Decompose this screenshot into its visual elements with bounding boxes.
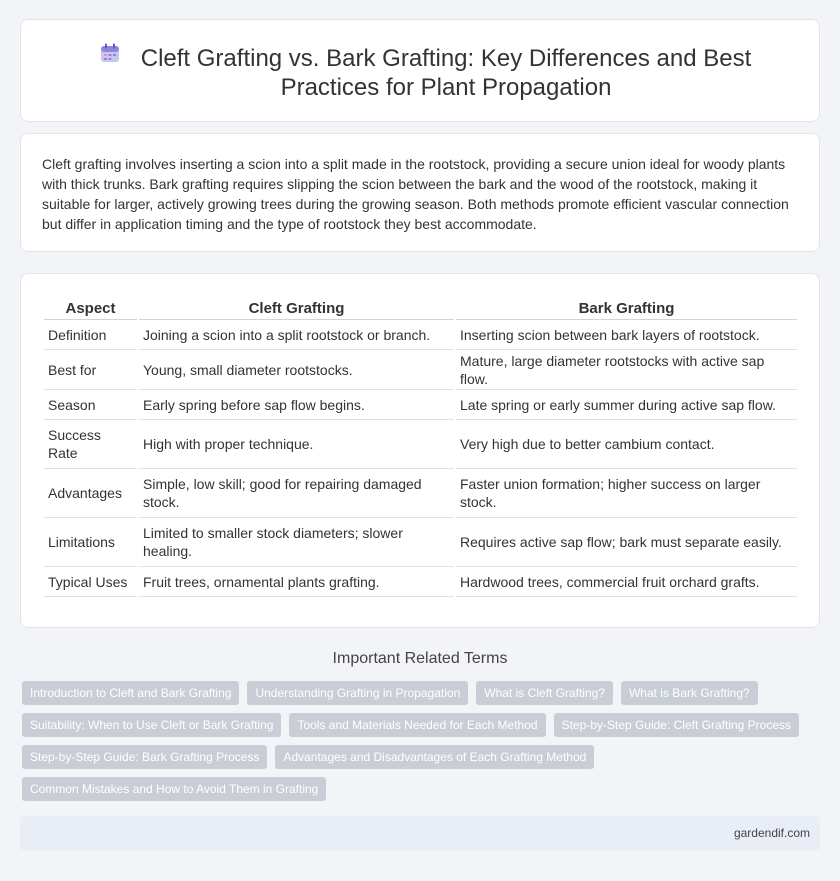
related-term-link[interactable]: What is Bark Grafting? <box>621 681 758 705</box>
related-terms-heading: Important Related Terms <box>332 650 508 667</box>
intro-card <box>20 133 820 252</box>
related-term-link[interactable]: Step-by-Step Guide: Bark Grafting Process <box>22 745 267 769</box>
cell-bark: Mature, large diameter rootstocks with active sap flow. <box>456 350 797 390</box>
cell-bark: Very high due to better cambium contact. <box>456 420 797 469</box>
cell-aspect: Best for <box>44 350 137 390</box>
cell-aspect: Limitations <box>44 518 137 567</box>
table-row <box>44 469 797 518</box>
cell-aspect: Definition <box>44 320 137 350</box>
footer-site-name: gardendif.com <box>733 826 810 840</box>
table-row <box>44 567 797 597</box>
comparison-table <box>42 294 799 597</box>
header-bark: Bark Grafting <box>456 294 797 320</box>
table-row <box>44 350 797 390</box>
related-term-link[interactable]: What is Cleft Grafting? <box>476 681 613 705</box>
title-card <box>20 19 820 122</box>
cell-bark: Hardwood trees, commercial fruit orchard grafts. <box>456 567 797 597</box>
cell-aspect: Success Rate <box>44 420 137 469</box>
cell-cleft: High with proper technique. <box>139 420 454 469</box>
cell-cleft: Young, small diameter rootstocks. <box>139 350 454 390</box>
table-header-row <box>44 294 797 320</box>
cell-cleft: Early spring before sap flow begins. <box>139 390 454 420</box>
footer <box>20 816 820 850</box>
table-row <box>44 390 797 420</box>
table-row <box>44 518 797 567</box>
related-terms-list <box>22 681 802 801</box>
header-aspect: Aspect <box>44 294 137 320</box>
related-term-link[interactable]: Common Mistakes and How to Avoid Them in Grafting <box>22 777 326 801</box>
cell-cleft: Simple, low skill; good for repairing damaged stock. <box>139 469 454 518</box>
cell-bark: Requires active sap flow; bark must separate easily. <box>456 518 797 567</box>
header-cleft: Cleft Grafting <box>139 294 454 320</box>
cell-bark: Inserting scion between bark layers of rootstock. <box>456 320 797 350</box>
related-term-link[interactable]: Suitability: When to Use Cleft or Bark Grafting <box>22 713 281 737</box>
related-term-link[interactable]: Step-by-Step Guide: Cleft Grafting Process <box>554 713 799 737</box>
cell-aspect: Season <box>44 390 137 420</box>
comparison-card <box>20 273 820 628</box>
table-row <box>44 320 797 350</box>
cell-cleft: Limited to smaller stock diameters; slower healing. <box>139 518 454 567</box>
cell-cleft: Fruit trees, ornamental plants grafting. <box>139 567 454 597</box>
cell-aspect: Advantages <box>44 469 137 518</box>
cell-bark: Faster union formation; higher success on larger stock. <box>456 469 797 518</box>
related-term-link[interactable]: Introduction to Cleft and Bark Grafting <box>22 681 239 705</box>
intro-paragraph: Cleft grafting involves inserting a scion into a split made in the rootstock, providing a secure union ideal for woody plants with thick trunks. Bark grafting requires slipping the scion between the bark and the wood of the rootstock, making it suitable for larger, actively growing trees during the growing season. Both methods promote efficient vascular connection but differ in application timing and the type of rootstock they best accommodate. <box>42 156 789 232</box>
cell-bark: Late spring or early summer during active sap flow. <box>456 390 797 420</box>
cell-aspect: Typical Uses <box>44 567 137 597</box>
related-term-link[interactable]: Understanding Grafting in Propagation <box>247 681 468 705</box>
page-title: Cleft Grafting vs. Bark Grafting: Key Differences and Best Practices for Plant Propagation <box>140 45 752 101</box>
cell-cleft: Joining a scion into a split rootstock or branch. <box>139 320 454 350</box>
related-term-link[interactable]: Tools and Materials Needed for Each Method <box>289 713 545 737</box>
table-row <box>44 420 797 469</box>
related-term-link[interactable]: Advantages and Disadvantages of Each Grafting Method <box>275 745 594 769</box>
